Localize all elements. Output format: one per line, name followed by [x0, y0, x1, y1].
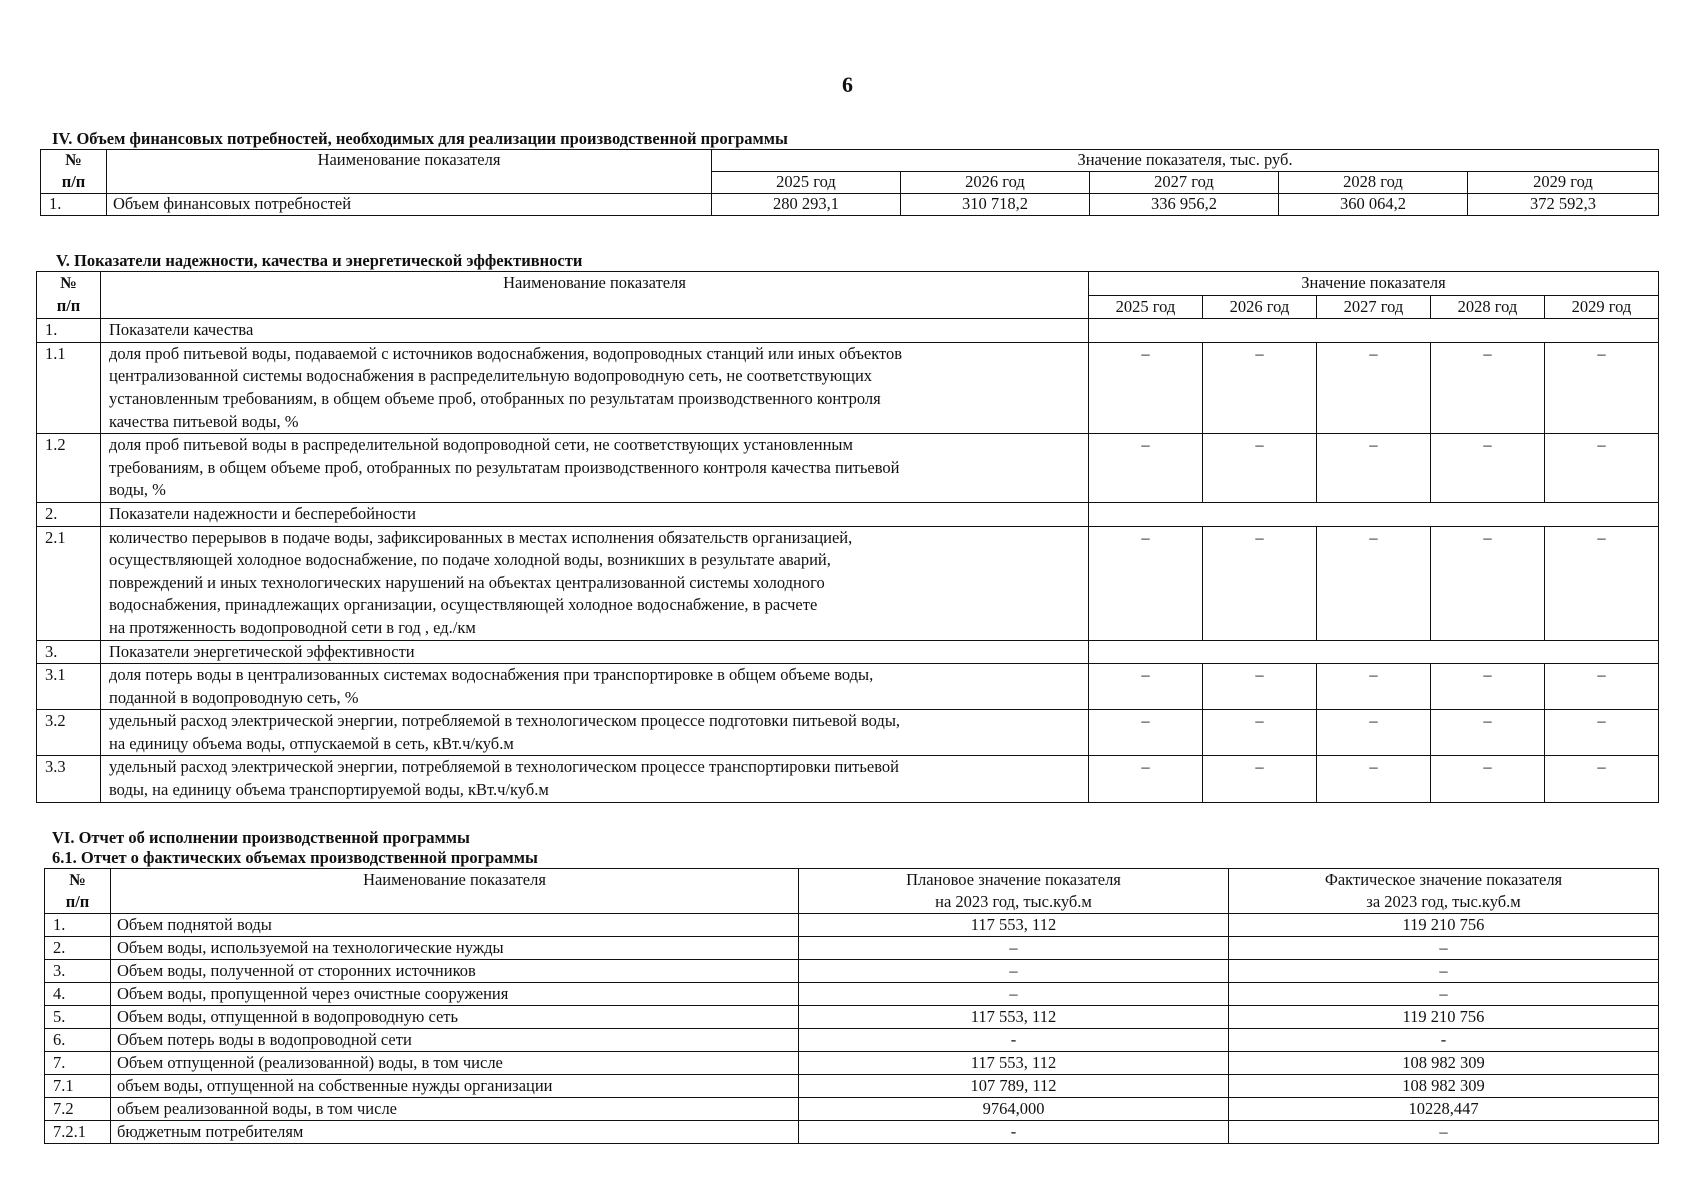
table-row	[45, 1006, 1659, 1029]
header-name: Наименование показателя	[101, 272, 1089, 296]
row-fact: 119 210 756	[1229, 1006, 1659, 1029]
row-name	[101, 342, 1089, 433]
row-name: Объем воды, используемой на технологические нужды	[111, 937, 799, 960]
row-fact: 108 982 309	[1229, 1075, 1659, 1098]
row-no: 5.	[45, 1006, 111, 1029]
row-value: –	[1431, 756, 1545, 802]
row-no: 2.1	[37, 526, 101, 640]
row-line: доля проб питьевой воды в распределительной водопроводной сети, не соответствующих установленным	[109, 435, 853, 455]
row-value: –	[1317, 526, 1431, 640]
header-plan: Плановое значение показателя	[799, 869, 1229, 892]
row-fact: –	[1229, 937, 1659, 960]
page-number: 6	[842, 72, 853, 97]
table-row	[45, 1121, 1659, 1144]
row-value: –	[1089, 434, 1203, 503]
row-plan: 117 553, 112	[799, 1006, 1229, 1029]
section5-title: V. Показатели надежности, качества и энергетической эффективности	[56, 251, 583, 270]
row-value: –	[1431, 342, 1545, 433]
row-name	[101, 710, 1089, 756]
section6-title: VI. Отчет об исполнении производственной программы	[52, 828, 470, 847]
row-name: Объем отпущенной (реализованной) воды, в том числе	[111, 1052, 799, 1075]
header-no: №	[45, 869, 111, 892]
row-no: 2.	[37, 502, 101, 526]
row-value: –	[1317, 342, 1431, 433]
row-fact: –	[1229, 960, 1659, 983]
row-line: установленным требованиям, в общем объеме проб, отобранных по результатам производственного контроля	[109, 388, 881, 408]
row-no: 2.	[45, 937, 111, 960]
row-value: –	[1431, 526, 1545, 640]
group-empty	[1089, 640, 1659, 664]
row-no: 4.	[45, 983, 111, 1006]
header-no: №	[37, 272, 101, 296]
table-row	[37, 756, 1659, 802]
row-line: централизованной системы водоснабжения в распределительную водопроводную сеть, не соответствующих	[109, 366, 873, 386]
row-no: 3.1	[37, 664, 101, 710]
table-row	[45, 937, 1659, 960]
row-name: Объем финансовых потребностей	[107, 194, 712, 216]
row-value: –	[1431, 434, 1545, 503]
row-fact: –	[1229, 1121, 1659, 1144]
row-value: –	[1317, 710, 1431, 756]
table-row	[45, 1075, 1659, 1098]
row-plan: 107 789, 112	[799, 1075, 1229, 1098]
row-line: удельный расход электрической энергии, потребляемой в технологическом процессе подготовки питьевой воды,	[109, 711, 901, 731]
row-value: –	[1545, 710, 1659, 756]
row-plan: 117 553, 112	[799, 1052, 1229, 1075]
table-row	[45, 914, 1659, 937]
row-value: –	[1431, 710, 1545, 756]
year-header: 2025 год	[712, 172, 901, 194]
header-no-sub: п/п	[37, 295, 101, 319]
section4-title: IV. Объем финансовых потребностей, необходимых для реализации производственной программы	[52, 129, 788, 148]
header-plan-sub: на 2023 год, тыс.куб.м	[799, 891, 1229, 914]
row-line: водоснабжения, принадлежащих организации, осуществляющей холодное водоснабжение, в расчете	[109, 595, 818, 615]
row-no: 1.	[45, 914, 111, 937]
row-no: 3.2	[37, 710, 101, 756]
row-plan: -	[799, 1121, 1229, 1144]
year-header: 2028 год	[1431, 295, 1545, 319]
table-row	[37, 710, 1659, 756]
header-name-empty	[107, 172, 712, 194]
table-row	[41, 194, 1659, 216]
row-name	[101, 664, 1089, 710]
row-no: 7.1	[45, 1075, 111, 1098]
row-line: на единицу объема воды, отпускаемой в сеть, кВт.ч/куб.м	[109, 733, 514, 753]
group-row	[37, 640, 1659, 664]
row-name: Показатели энергетической эффективности	[101, 640, 1089, 664]
row-name: объем воды, отпущенной на собственные нужды организации	[111, 1075, 799, 1098]
row-line: удельный расход электрической энергии, потребляемой в технологическом процессе транспортировки питьевой	[109, 757, 900, 777]
year-header: 2027 год	[1317, 295, 1431, 319]
table-row	[45, 1029, 1659, 1052]
year-header: 2029 год	[1468, 172, 1659, 194]
row-value: –	[1431, 664, 1545, 710]
row-value: –	[1089, 756, 1203, 802]
group-empty	[1089, 319, 1659, 343]
row-name: Показатели качества	[101, 319, 1089, 343]
year-header: 2027 год	[1090, 172, 1279, 194]
row-name: объем реализованной воды, в том числе	[111, 1098, 799, 1121]
row-plan: –	[799, 937, 1229, 960]
row-plan: -	[799, 1029, 1229, 1052]
row-line: воды, на единицу объема транспортируемой воды, кВт.ч/куб.м	[109, 780, 549, 800]
header-name-empty	[111, 891, 799, 914]
table-row	[45, 1052, 1659, 1075]
year-header: 2026 год	[901, 172, 1090, 194]
row-value: –	[1203, 710, 1317, 756]
row-value: –	[1203, 342, 1317, 433]
row-value: 360 064,2	[1279, 194, 1468, 216]
row-value: –	[1089, 664, 1203, 710]
row-value: –	[1317, 434, 1431, 503]
row-value: –	[1089, 526, 1203, 640]
group-row	[37, 502, 1659, 526]
header-value: Значение показателя, тыс. руб.	[712, 150, 1659, 172]
row-value: –	[1203, 526, 1317, 640]
row-fact: -	[1229, 1029, 1659, 1052]
group-row	[37, 319, 1659, 343]
indicators-table	[36, 271, 1659, 803]
row-value: 372 592,3	[1468, 194, 1659, 216]
year-header: 2025 год	[1089, 295, 1203, 319]
header-name-empty	[101, 295, 1089, 319]
table-row	[37, 434, 1659, 503]
row-value: –	[1545, 756, 1659, 802]
row-no: 7.2.1	[45, 1121, 111, 1144]
row-line: качества питьевой воды, %	[109, 411, 299, 431]
row-plan: –	[799, 983, 1229, 1006]
row-value: –	[1317, 756, 1431, 802]
row-fact: 108 982 309	[1229, 1052, 1659, 1075]
row-line: воды, %	[109, 480, 166, 500]
row-line: доля потерь воды в централизованных системах водоснабжения при транспортировке в общем объеме воды,	[109, 665, 874, 685]
row-name: Объем воды, полученной от сторонних источников	[111, 960, 799, 983]
row-fact: –	[1229, 983, 1659, 1006]
row-no: 3.	[45, 960, 111, 983]
row-line: доля проб питьевой воды, подаваемой с источников водоснабжения, водопроводных станций или иных объектов	[109, 343, 903, 363]
table-row	[45, 983, 1659, 1006]
row-value: 336 956,2	[1090, 194, 1279, 216]
year-header: 2026 год	[1203, 295, 1317, 319]
row-value: –	[1545, 526, 1659, 640]
table-row	[45, 1098, 1659, 1121]
financial-needs-table	[40, 149, 1659, 216]
row-value: –	[1545, 342, 1659, 433]
row-plan: 117 553, 112	[799, 914, 1229, 937]
row-value: –	[1203, 756, 1317, 802]
row-value: –	[1089, 342, 1203, 433]
row-no: 6.	[45, 1029, 111, 1052]
row-name: Объем воды, отпущенной в водопроводную сеть	[111, 1006, 799, 1029]
row-no: 3.3	[37, 756, 101, 802]
header-no-sub: п/п	[41, 172, 107, 194]
row-value: –	[1203, 434, 1317, 503]
row-name: Объем поднятой воды	[111, 914, 799, 937]
row-no: 3.	[37, 640, 101, 664]
row-plan: –	[799, 960, 1229, 983]
row-value: 280 293,1	[712, 194, 901, 216]
row-name: бюджетным потребителям	[111, 1121, 799, 1144]
row-value: –	[1317, 664, 1431, 710]
row-no: 1.2	[37, 434, 101, 503]
row-fact: 10228,447	[1229, 1098, 1659, 1121]
row-fact: 119 210 756	[1229, 914, 1659, 937]
row-value: 310 718,2	[901, 194, 1090, 216]
header-no: №	[41, 150, 107, 172]
row-value: –	[1545, 434, 1659, 503]
year-header: 2028 год	[1279, 172, 1468, 194]
row-line: на протяженность водопроводной сети в год , ед./км	[109, 617, 476, 637]
table-row	[37, 342, 1659, 433]
row-line: требованиям, в общем объеме проб, отобранных по результатам производственного контроля качества питьевой	[109, 457, 900, 477]
row-name: Объем воды, пропущенной через очистные сооружения	[111, 983, 799, 1006]
row-name	[101, 756, 1089, 802]
header-name: Наименование показателя	[111, 869, 799, 892]
row-line: осуществляющей холодное водоснабжение, по подаче холодной воды, возникших в результате аварий,	[109, 550, 831, 570]
row-plan: 9764,000	[799, 1098, 1229, 1121]
row-line: поданной в водопроводную сеть, %	[109, 687, 359, 707]
row-name: Объем потерь воды в водопроводной сети	[111, 1029, 799, 1052]
row-line: количество перерывов в подаче воды, зафиксированных в местах исполнения обязательств организацией,	[109, 527, 853, 547]
header-name: Наименование показателя	[107, 150, 712, 172]
section6-subtitle: 6.1. Отчет о фактических объемах производственной программы	[52, 848, 538, 867]
row-line: повреждений и иных технологических нарушений на объектах централизованной системы холодного	[109, 572, 825, 592]
header-value: Значение показателя	[1089, 272, 1659, 296]
group-empty	[1089, 502, 1659, 526]
header-no-sub: п/п	[45, 891, 111, 914]
table-row	[37, 526, 1659, 640]
row-name	[101, 526, 1089, 640]
row-name: Показатели надежности и бесперебойности	[101, 502, 1089, 526]
header-fact: Фактическое значение показателя	[1229, 869, 1659, 892]
row-no: 1.	[41, 194, 107, 216]
table-row	[45, 960, 1659, 983]
row-no: 7.2	[45, 1098, 111, 1121]
row-no: 1.	[37, 319, 101, 343]
row-no: 1.1	[37, 342, 101, 433]
row-value: –	[1203, 664, 1317, 710]
table-row	[37, 664, 1659, 710]
row-value: –	[1089, 710, 1203, 756]
row-no: 7.	[45, 1052, 111, 1075]
row-value: –	[1545, 664, 1659, 710]
production-report-table	[44, 868, 1659, 1144]
header-fact-sub: за 2023 год, тыс.куб.м	[1229, 891, 1659, 914]
row-name	[101, 434, 1089, 503]
year-header: 2029 год	[1545, 295, 1659, 319]
